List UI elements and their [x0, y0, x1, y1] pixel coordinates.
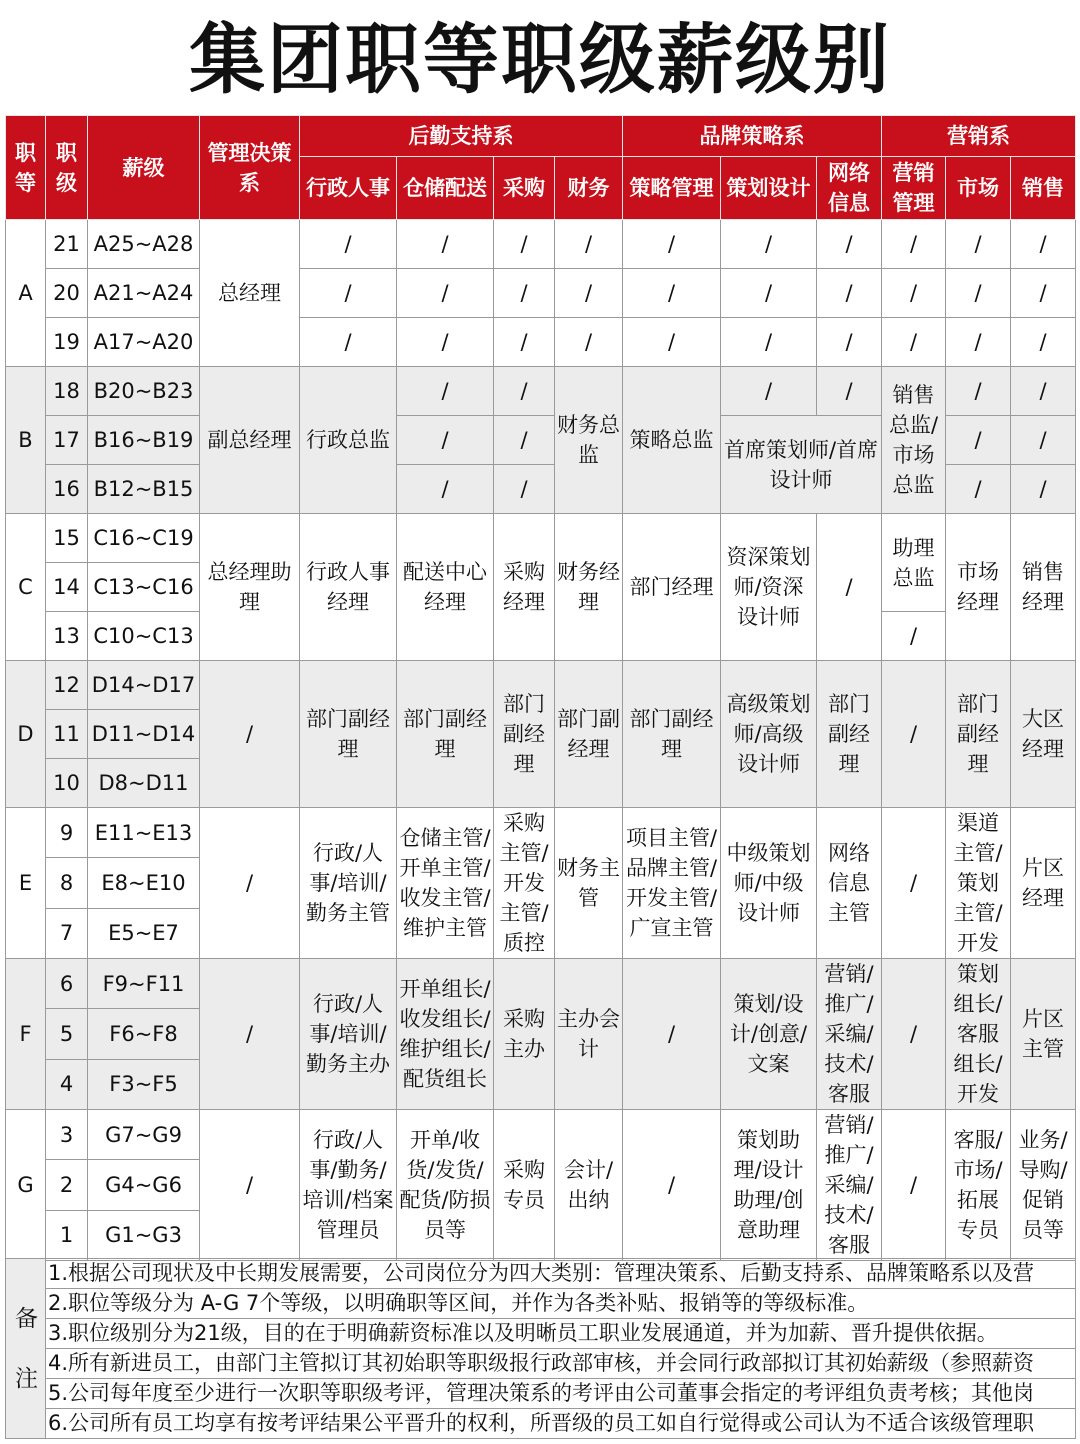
level-cell: 14	[46, 563, 88, 612]
strategy-cell: /	[623, 959, 721, 1110]
slash-cell: /	[623, 269, 721, 318]
slash-cell: /	[946, 465, 1011, 514]
header-col-design: 策划设计	[721, 157, 817, 220]
finance-cell: 财务主管	[555, 808, 623, 959]
network-cell: 营销/推广/采编/技术/客服	[817, 959, 882, 1110]
purchase-cell: 部门副经理	[494, 661, 555, 808]
slash-cell: /	[397, 269, 494, 318]
purchase-cell: 采购主管/开发主管/质控	[494, 808, 555, 959]
mgmt-cell: 副总经理	[200, 367, 300, 514]
slash-cell: /	[494, 269, 555, 318]
admin-cell: 行政总监	[300, 367, 397, 514]
finance-cell: 主办会计	[555, 959, 623, 1110]
table-row	[6, 220, 1076, 269]
mgmt-cell: /	[200, 661, 300, 808]
level-cell: 10	[46, 759, 88, 808]
network-cell: 部门副经理	[817, 661, 882, 808]
level-cell: 7	[46, 908, 88, 958]
slash-cell: /	[817, 514, 882, 661]
slash-cell: /	[882, 220, 946, 269]
salary-cell: A25~A28	[88, 220, 200, 269]
slash-cell: /	[494, 465, 555, 514]
header-marketing: 营销系	[882, 116, 1076, 157]
design-cell: 中级策划师/中级设计师	[721, 808, 817, 959]
mgmt-cell: 总经理助理	[200, 514, 300, 661]
warehouse-cell: 仓储主管/开单主管/收发主管/维护主管	[397, 808, 494, 959]
slash-cell: /	[721, 269, 817, 318]
finance-cell: 财务经理	[555, 514, 623, 661]
salary-cell: E8~E10	[88, 858, 200, 908]
slash-cell: /	[1011, 465, 1076, 514]
level-cell: 13	[46, 612, 88, 661]
mgmt-cell: /	[200, 959, 300, 1110]
table-row	[6, 1110, 1076, 1160]
warehouse-cell: 开单组长/收发组长/维护组长/配货组长	[397, 959, 494, 1110]
level-cell: 11	[46, 710, 88, 759]
admin-cell: 行政人事经理	[300, 514, 397, 661]
purchase-cell: 采购主办	[494, 959, 555, 1110]
table-row	[6, 367, 1076, 416]
market-cell: 部门副经理	[946, 661, 1011, 808]
header-col-warehouse: 仓储配送	[397, 157, 494, 220]
level-cell: 4	[46, 1059, 88, 1109]
grade-cell: B	[6, 367, 46, 514]
level-cell: 5	[46, 1009, 88, 1059]
table-row	[6, 269, 1076, 318]
network-cell: 网络信息主管	[817, 808, 882, 959]
sales-cell: 销售经理	[1011, 514, 1076, 661]
header-col-strategy: 策略管理	[623, 157, 721, 220]
level-cell: 2	[46, 1160, 88, 1210]
slash-cell: /	[555, 318, 623, 367]
salary-cell: E11~E13	[88, 808, 200, 858]
slash-cell: /	[397, 220, 494, 269]
salary-cell: F6~F8	[88, 1009, 200, 1059]
slash-cell: /	[817, 220, 882, 269]
table-row	[6, 808, 1076, 858]
slash-cell: /	[300, 220, 397, 269]
slash-cell: /	[1011, 416, 1076, 465]
mgmt-cell: 总经理	[200, 220, 300, 367]
level-cell: 21	[46, 220, 88, 269]
header-col-sales: 销售	[1011, 157, 1076, 220]
slash-cell: /	[946, 220, 1011, 269]
level-cell: 3	[46, 1110, 88, 1160]
table-row	[6, 514, 1076, 563]
salary-cell: F9~F11	[88, 959, 200, 1009]
admin-cell: 行政/人事/勤务/培训/档案管理员	[300, 1110, 397, 1261]
purchase-cell: 采购专员	[494, 1110, 555, 1261]
sales-cell: 业务/导购/促销员等	[1011, 1110, 1076, 1261]
slash-cell: /	[397, 465, 494, 514]
slash-cell: /	[494, 416, 555, 465]
strategy-cell: /	[623, 1110, 721, 1261]
salary-cell: C13~C16	[88, 563, 200, 612]
slash-cell: /	[946, 367, 1011, 416]
level-cell: 17	[46, 416, 88, 465]
slash-cell: /	[946, 269, 1011, 318]
grade-cell: G	[6, 1110, 46, 1261]
market-cell: 渠道主管/策划主管/开发	[946, 808, 1011, 959]
slash-cell: /	[300, 318, 397, 367]
table-row	[6, 959, 1076, 1009]
slash-cell: /	[882, 612, 946, 661]
level-cell: 16	[46, 465, 88, 514]
slash-cell: /	[1011, 318, 1076, 367]
grade-table	[5, 115, 1076, 1261]
notes-label: 备注	[6, 1259, 46, 1439]
header-col-admin: 行政人事	[300, 157, 397, 220]
warehouse-cell: 配送中心经理	[397, 514, 494, 661]
slash-cell: /	[623, 318, 721, 367]
grade-cell: E	[6, 808, 46, 959]
level-cell: 12	[46, 661, 88, 710]
note-item: 2.职位等级分为 A-G 7个等级，以明确职等区间，并作为各类补贴、报销等的等级标准。	[46, 1289, 1076, 1319]
level-cell: 20	[46, 269, 88, 318]
slash-cell: /	[721, 367, 817, 416]
header-col-purchase: 采购	[494, 157, 555, 220]
warehouse-cell: 部门副经理	[397, 661, 494, 808]
slash-cell: /	[721, 318, 817, 367]
salary-cell: D11~D14	[88, 710, 200, 759]
sales-cell: 片区经理	[1011, 808, 1076, 959]
note-item: 4.所有新进员工，由部门主管拟订其初始职等职级报行政部审核，并会同行政部拟订其初始薪级（参照薪资	[46, 1349, 1076, 1379]
salary-cell: E5~E7	[88, 908, 200, 958]
slash-cell: /	[397, 318, 494, 367]
header-row-1	[6, 116, 1076, 157]
admin-cell: 部门副经理	[300, 661, 397, 808]
salary-cell: A21~A24	[88, 269, 200, 318]
finance-cell: 财务总监	[555, 367, 623, 514]
strategy-cell: 部门经理	[623, 514, 721, 661]
grade-cell: D	[6, 661, 46, 808]
admin-cell: 行政/人事/培训/勤务主管	[300, 808, 397, 959]
mktmgmt-cell: 助理总监	[882, 514, 946, 612]
level-cell: 9	[46, 808, 88, 858]
salary-cell: B20~B23	[88, 367, 200, 416]
header-logistics: 后勤支持系	[300, 116, 623, 157]
mktmgmt-cell: /	[882, 959, 946, 1110]
slash-cell: /	[817, 269, 882, 318]
mktmgmt-cell: /	[882, 661, 946, 808]
level-cell: 15	[46, 514, 88, 563]
slash-cell: /	[494, 318, 555, 367]
slash-cell: /	[555, 269, 623, 318]
salary-cell: F3~F5	[88, 1059, 200, 1109]
grade-cell: C	[6, 514, 46, 661]
header-salary: 薪级	[88, 116, 200, 220]
strategy-cell: 策略总监	[623, 367, 721, 514]
grade-cell: A	[6, 220, 46, 367]
header-col-finance: 财务	[555, 157, 623, 220]
salary-cell: A17~A20	[88, 318, 200, 367]
admin-cell: 行政/人事/培训/勤务主办	[300, 959, 397, 1110]
salary-cell: G1~G3	[88, 1210, 200, 1260]
salary-cell: G4~G6	[88, 1160, 200, 1210]
slash-cell: /	[946, 416, 1011, 465]
header-col-network: 网络信息	[817, 157, 882, 220]
level-cell: 19	[46, 318, 88, 367]
notes-table	[5, 1258, 1076, 1439]
header-col-mktmgmt: 营销管理	[882, 157, 946, 220]
design-cell: 高级策划师/高级设计师	[721, 661, 817, 808]
header-col-market: 市场	[946, 157, 1011, 220]
market-cell: 客服/市场/拓展专员	[946, 1110, 1011, 1261]
slash-cell: /	[817, 367, 882, 416]
design-cell: 策划/设计/创意/文案	[721, 959, 817, 1110]
level-cell: 18	[46, 367, 88, 416]
level-cell: 1	[46, 1210, 88, 1260]
header-grade: 职等	[6, 116, 46, 220]
mktmgmt-cell: /	[882, 1110, 946, 1261]
slash-cell: /	[555, 220, 623, 269]
purchase-cell: 采购经理	[494, 514, 555, 661]
slash-cell: /	[882, 269, 946, 318]
strategy-cell: 项目主管/品牌主管/开发主管/广宣主管	[623, 808, 721, 959]
slash-cell: /	[397, 416, 494, 465]
salary-cell: D8~D11	[88, 759, 200, 808]
mgmt-cell: /	[200, 1110, 300, 1261]
slash-cell: /	[721, 220, 817, 269]
level-cell: 8	[46, 858, 88, 908]
slash-cell: /	[397, 367, 494, 416]
header-level: 职级	[46, 116, 88, 220]
page-title: 集团职等职级薪级别	[189, 15, 891, 104]
market-cell: 市场经理	[946, 514, 1011, 661]
header-mgmt: 管理决策系	[200, 116, 300, 220]
salary-cell: C10~C13	[88, 612, 200, 661]
slash-cell: /	[882, 318, 946, 367]
salary-cell: G7~G9	[88, 1110, 200, 1160]
note-item: 5.公司每年度至少进行一次职等职级考评，管理决策系的考评由公司董事会指定的考评组负责考核；其他岗	[46, 1379, 1076, 1409]
slash-cell: /	[1011, 220, 1076, 269]
note-item: 6.公司所有员工均享有按考评结果公平晋升的权利，所晋级的员工如自行觉得或公司认为不适合该级管理职	[46, 1409, 1076, 1439]
design-cell: 资深策划师/资深设计师	[721, 514, 817, 661]
sales-cell: 片区主管	[1011, 959, 1076, 1110]
finance-cell: 部门副经理	[555, 661, 623, 808]
slash-cell: /	[946, 318, 1011, 367]
slash-cell: /	[300, 269, 397, 318]
note-item: 3.职位级别分为21级，目的在于明确薪资标准以及明晰员工职业发展通道，并为加薪、晋升提供依据。	[46, 1319, 1076, 1349]
level-cell: 6	[46, 959, 88, 1009]
market-cell: 策划组长/客服组长/开发	[946, 959, 1011, 1110]
network-cell: 营销/推广/采编/技术/客服	[817, 1110, 882, 1261]
mgmt-cell: /	[200, 808, 300, 959]
salary-cell: B12~B15	[88, 465, 200, 514]
salary-cell: D14~D17	[88, 661, 200, 710]
finance-cell: 会计/出纳	[555, 1110, 623, 1261]
mktmgmt-cell: 销售总监/市场总监	[882, 367, 946, 514]
slash-cell: /	[623, 220, 721, 269]
slash-cell: /	[494, 367, 555, 416]
slash-cell: /	[494, 220, 555, 269]
design-cell: 策划助理/设计助理/创意助理	[721, 1110, 817, 1261]
design-cell: 首席策划师/首席设计师	[721, 416, 882, 514]
header-brand: 品牌策略系	[623, 116, 882, 157]
salary-cell: B16~B19	[88, 416, 200, 465]
warehouse-cell: 开单/收货/发货/配货/防损员等	[397, 1110, 494, 1261]
strategy-cell: 部门副经理	[623, 661, 721, 808]
slash-cell: /	[1011, 367, 1076, 416]
slash-cell: /	[1011, 269, 1076, 318]
table-row	[6, 661, 1076, 710]
note-item: 1.根据公司现状及中长期发展需要，公司岗位分为四大类别：管理决策系、后勤支持系、品牌策略系以及营	[46, 1259, 1076, 1289]
mktmgmt-cell: /	[882, 808, 946, 959]
salary-cell: C16~C19	[88, 514, 200, 563]
slash-cell: /	[817, 318, 882, 367]
grade-cell: F	[6, 959, 46, 1110]
table-row	[6, 318, 1076, 367]
sales-cell: 大区经理	[1011, 661, 1076, 808]
